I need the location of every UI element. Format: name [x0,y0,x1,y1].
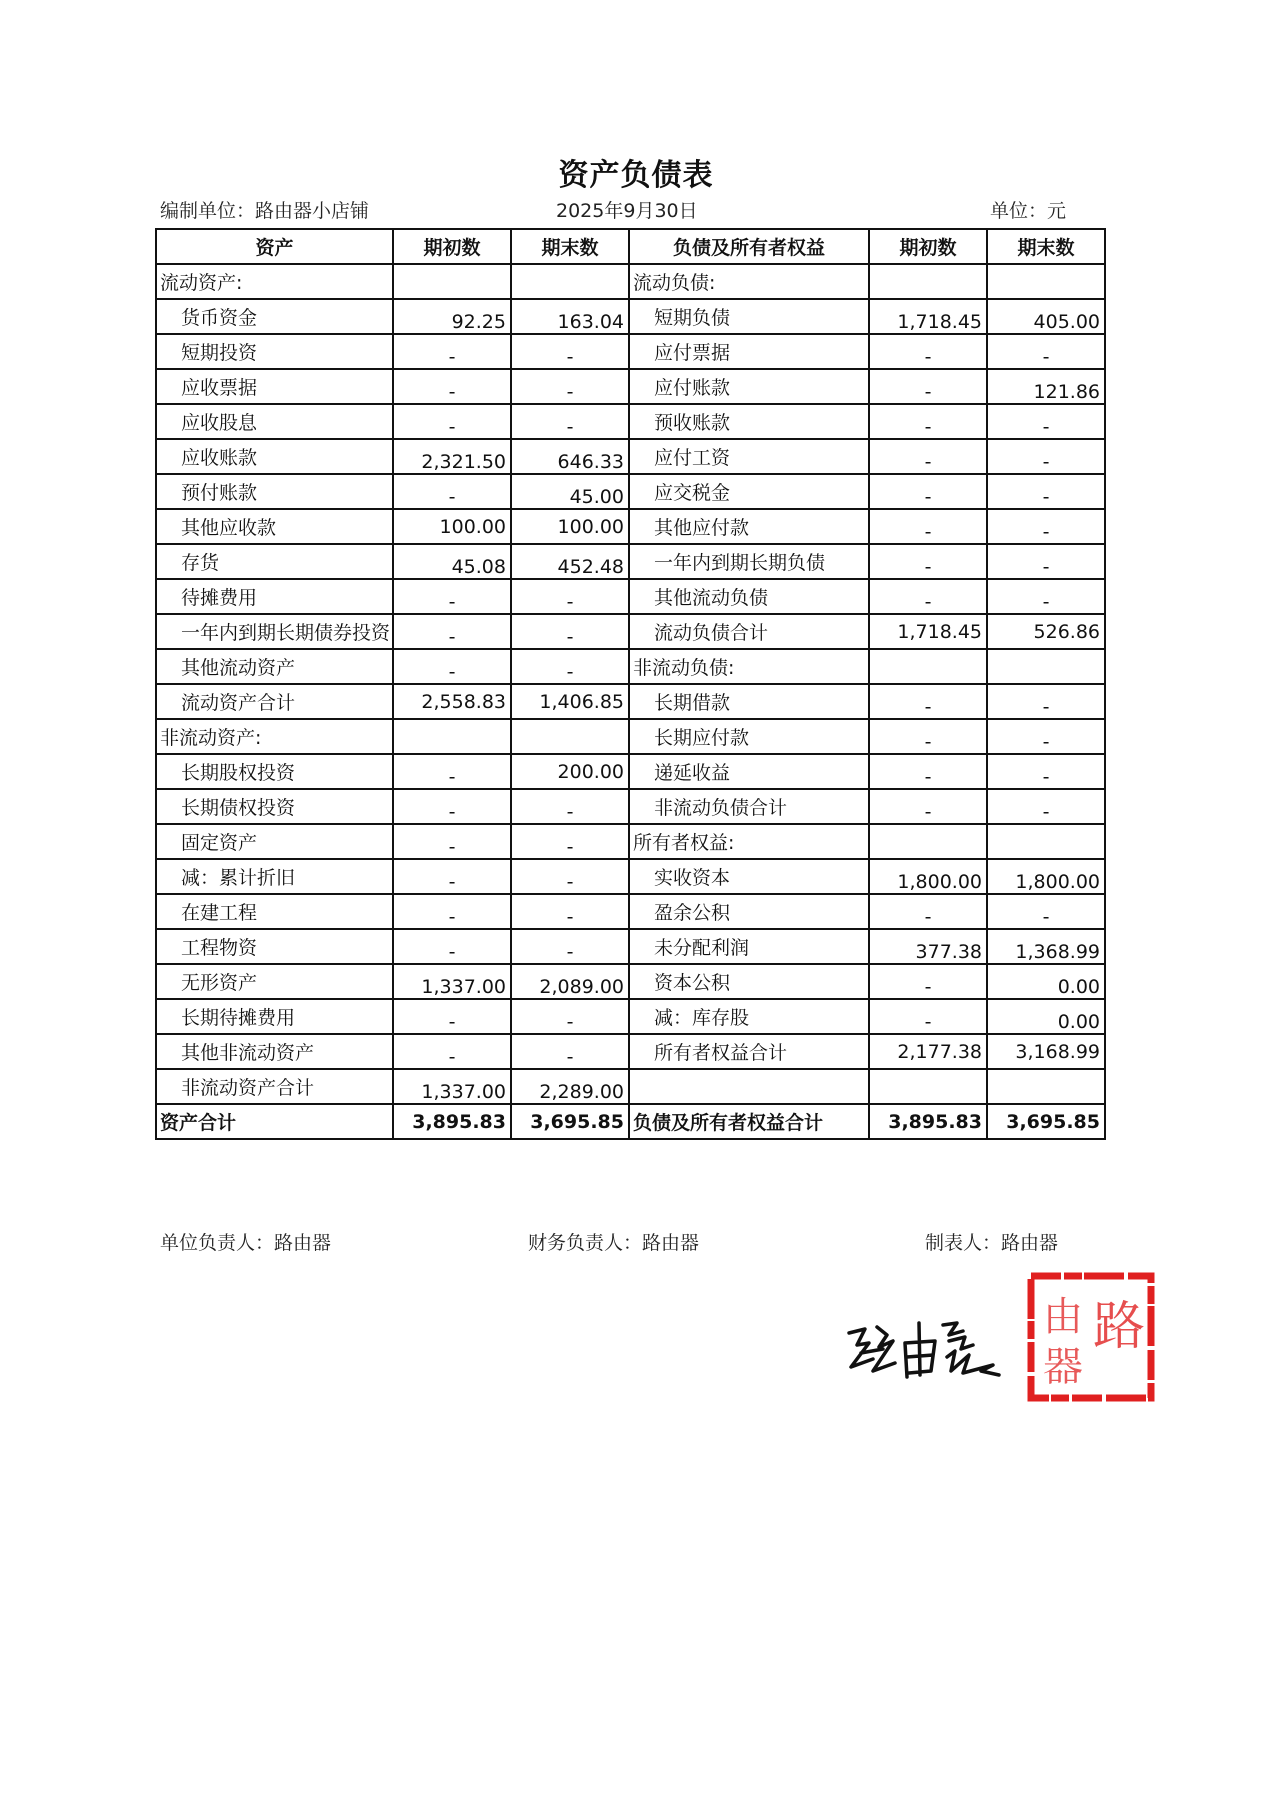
asset-begin-value: - [393,929,511,964]
asset-line-label: 存货 [156,544,393,579]
table-row [156,614,1105,649]
liability-line-label: 非流动负债: [629,649,869,684]
asset-begin-value: - [393,369,511,404]
liability-begin-value: 1,718.45 [869,299,987,334]
liability-end-value: 526.86 [987,614,1105,649]
asset-end-value: 2,289.00 [511,1069,629,1104]
header-liabilities-equity: 负债及所有者权益 [629,229,869,264]
liability-end-value: 1,800.00 [987,859,1105,894]
liability-end-value [987,824,1105,859]
asset-end-value: 200.00 [511,754,629,789]
liability-end-value [987,649,1105,684]
asset-begin-value: - [393,649,511,684]
asset-end-value: - [511,579,629,614]
asset-line-label: 应收股息 [156,404,393,439]
liability-end-value [987,1069,1105,1104]
header-liab-end: 期末数 [987,229,1105,264]
balance-sheet-table [155,228,1106,1140]
liability-end-value: - [987,754,1105,789]
asset-line-label: 非流动资产合计 [156,1069,393,1104]
asset-begin-value: - [393,824,511,859]
asset-begin-value: - [393,789,511,824]
table-row [156,509,1105,544]
liability-line-label: 短期负债 [629,299,869,334]
asset-begin-value: 2,558.83 [393,684,511,719]
table-header-row [156,229,1105,264]
liability-begin-value: - [869,999,987,1034]
liability-line-label: 减：库存股 [629,999,869,1034]
totals-row [156,1104,1105,1139]
asset-end-value [511,719,629,754]
header-assets-begin: 期初数 [393,229,511,264]
asset-line-label: 非流动资产: [156,719,393,754]
liability-line-label: 所有者权益合计 [629,1034,869,1069]
liability-end-value [987,264,1105,299]
liability-begin-value: 377.38 [869,929,987,964]
asset-line-label: 长期债权投资 [156,789,393,824]
asset-begin-value: 1,337.00 [393,964,511,999]
liability-begin-value: - [869,789,987,824]
table-row [156,964,1105,999]
asset-end-value: - [511,894,629,929]
header-assets: 资产 [156,229,393,264]
asset-begin-value: - [393,859,511,894]
table-row [156,439,1105,474]
asset-begin-value: 2,321.50 [393,439,511,474]
asset-end-value: - [511,334,629,369]
preparing-unit: 编制单位：路由器小店铺 [160,200,370,222]
table-row [156,369,1105,404]
liability-end-value: - [987,719,1105,754]
liability-line-label: 预收账款 [629,404,869,439]
asset-line-label: 无形资产 [156,964,393,999]
liability-end-value: - [987,334,1105,369]
table-row [156,894,1105,929]
table-row [156,684,1105,719]
asset-line-label: 在建工程 [156,894,393,929]
liability-end-value: - [987,579,1105,614]
table-row [156,474,1105,509]
liability-line-label: 流动负债: [629,264,869,299]
table-body [156,264,1105,1104]
table-row [156,299,1105,334]
asset-end-value: 45.00 [511,474,629,509]
liability-line-label: 所有者权益: [629,824,869,859]
asset-begin-value: - [393,614,511,649]
assets-total-label: 资产合计 [156,1104,393,1139]
asset-end-value: 452.48 [511,544,629,579]
liability-line-label: 应付工资 [629,439,869,474]
liability-end-value: 3,168.99 [987,1034,1105,1069]
asset-end-value: - [511,789,629,824]
asset-line-label: 长期待摊费用 [156,999,393,1034]
asset-end-value: - [511,824,629,859]
asset-line-label: 其他应收款 [156,509,393,544]
asset-begin-value: - [393,894,511,929]
asset-line-label: 流动资产合计 [156,684,393,719]
asset-begin-value [393,264,511,299]
table-row [156,999,1105,1034]
asset-end-value [511,264,629,299]
liability-begin-value: - [869,579,987,614]
asset-begin-value: 92.25 [393,299,511,334]
asset-end-value: - [511,999,629,1034]
finance-head-signoff: 财务负责人：路由器 [528,1232,700,1254]
asset-end-value: - [511,369,629,404]
table-row [156,544,1105,579]
liability-line-label: 未分配利润 [629,929,869,964]
asset-line-label: 其他流动资产 [156,649,393,684]
liability-end-value: 0.00 [987,964,1105,999]
liability-begin-value: - [869,684,987,719]
seal-char-lu: 路 [1092,1297,1146,1357]
liability-begin-value: - [869,754,987,789]
liability-begin-value: 2,177.38 [869,1034,987,1069]
assets-total-begin: 3,895.83 [393,1104,511,1139]
currency-unit: 单位：元 [990,200,1067,222]
asset-begin-value: 1,337.00 [393,1069,511,1104]
liability-end-value: - [987,789,1105,824]
liability-line-label: 其他流动负债 [629,579,869,614]
asset-line-label: 应收票据 [156,369,393,404]
liability-begin-value [869,1069,987,1104]
asset-end-value: - [511,859,629,894]
asset-begin-value: - [393,579,511,614]
liab-total-label: 负债及所有者权益合计 [629,1104,869,1139]
liability-end-value: 121.86 [987,369,1105,404]
liability-begin-value: - [869,719,987,754]
table-row [156,929,1105,964]
report-title: 资产负债表 [558,158,714,193]
table-row [156,859,1105,894]
liability-begin-value: - [869,474,987,509]
liability-end-value: 405.00 [987,299,1105,334]
liability-line-label: 实收资本 [629,859,869,894]
asset-end-value: 163.04 [511,299,629,334]
asset-end-value: - [511,1034,629,1069]
liability-line-label: 流动负债合计 [629,614,869,649]
liability-end-value: - [987,404,1105,439]
liability-line-label: 递延收益 [629,754,869,789]
header-assets-end: 期末数 [511,229,629,264]
asset-begin-value: - [393,1034,511,1069]
liability-begin-value [869,824,987,859]
liability-end-value: - [987,544,1105,579]
asset-line-label: 一年内到期长期债券投资 [156,614,393,649]
asset-end-value: 100.00 [511,509,629,544]
liability-begin-value: - [869,509,987,544]
liability-begin-value: - [869,334,987,369]
table-row [156,579,1105,614]
preparer-signoff: 制表人：路由器 [925,1232,1059,1254]
asset-begin-value: - [393,999,511,1034]
table-row [156,1034,1105,1069]
asset-begin-value: - [393,404,511,439]
asset-end-value: - [511,929,629,964]
liability-begin-value: - [869,544,987,579]
company-seal-icon [1027,1272,1155,1402]
asset-begin-value: - [393,754,511,789]
liability-line-label: 盈余公积 [629,894,869,929]
liab-total-begin: 3,895.83 [869,1104,987,1139]
asset-line-label: 短期投资 [156,334,393,369]
liab-total-end: 3,695.85 [987,1104,1105,1139]
asset-end-value: 1,406.85 [511,684,629,719]
asset-line-label: 其他非流动资产 [156,1034,393,1069]
asset-line-label: 固定资产 [156,824,393,859]
asset-line-label: 减：累计折旧 [156,859,393,894]
asset-line-label: 应收账款 [156,439,393,474]
table-row [156,1069,1105,1104]
asset-end-value: - [511,614,629,649]
liability-line-label: 长期应付款 [629,719,869,754]
asset-end-value: - [511,404,629,439]
liability-end-value: - [987,684,1105,719]
asset-line-label: 工程物资 [156,929,393,964]
asset-line-label: 待摊费用 [156,579,393,614]
assets-total-end: 3,695.85 [511,1104,629,1139]
table-row [156,334,1105,369]
table-row [156,264,1105,299]
unit-head-signoff: 单位负责人：路由器 [160,1232,332,1254]
liability-line-label: 应付账款 [629,369,869,404]
report-date: 2025年9月30日 [556,200,698,222]
liability-end-value: - [987,439,1105,474]
liability-begin-value [869,649,987,684]
liability-begin-value [869,264,987,299]
liability-end-value: - [987,894,1105,929]
asset-end-value: 2,089.00 [511,964,629,999]
liability-line-label: 其他应付款 [629,509,869,544]
liability-end-value: - [987,474,1105,509]
asset-line-label: 长期股权投资 [156,754,393,789]
liability-end-value: - [987,509,1105,544]
liability-begin-value: - [869,894,987,929]
liability-line-label: 长期借款 [629,684,869,719]
seal-char-you: 由 [1043,1294,1083,1340]
asset-begin-value: - [393,334,511,369]
liability-begin-value: 1,718.45 [869,614,987,649]
asset-end-value: 646.33 [511,439,629,474]
liability-begin-value: - [869,369,987,404]
header-liab-begin: 期初数 [869,229,987,264]
liability-begin-value: - [869,404,987,439]
liability-line-label: 资本公积 [629,964,869,999]
asset-begin-value: 100.00 [393,509,511,544]
table-row [156,754,1105,789]
liability-end-value: 1,368.99 [987,929,1105,964]
liability-begin-value: - [869,439,987,474]
liability-line-label [629,1069,869,1104]
table-row [156,719,1105,754]
asset-line-label: 流动资产: [156,264,393,299]
liability-line-label: 非流动负债合计 [629,789,869,824]
handwritten-signature-icon [843,1305,1003,1390]
asset-line-label: 预付账款 [156,474,393,509]
liability-line-label: 应交税金 [629,474,869,509]
table-row [156,649,1105,684]
asset-end-value: - [511,649,629,684]
liability-end-value: 0.00 [987,999,1105,1034]
table-row [156,404,1105,439]
asset-begin-value: 45.08 [393,544,511,579]
table-row [156,789,1105,824]
liability-begin-value: 1,800.00 [869,859,987,894]
liability-begin-value: - [869,964,987,999]
asset-line-label: 货币资金 [156,299,393,334]
liability-line-label: 应付票据 [629,334,869,369]
seal-char-qi: 器 [1043,1344,1083,1390]
table-row [156,824,1105,859]
asset-begin-value: - [393,474,511,509]
liability-line-label: 一年内到期长期负债 [629,544,869,579]
asset-begin-value [393,719,511,754]
